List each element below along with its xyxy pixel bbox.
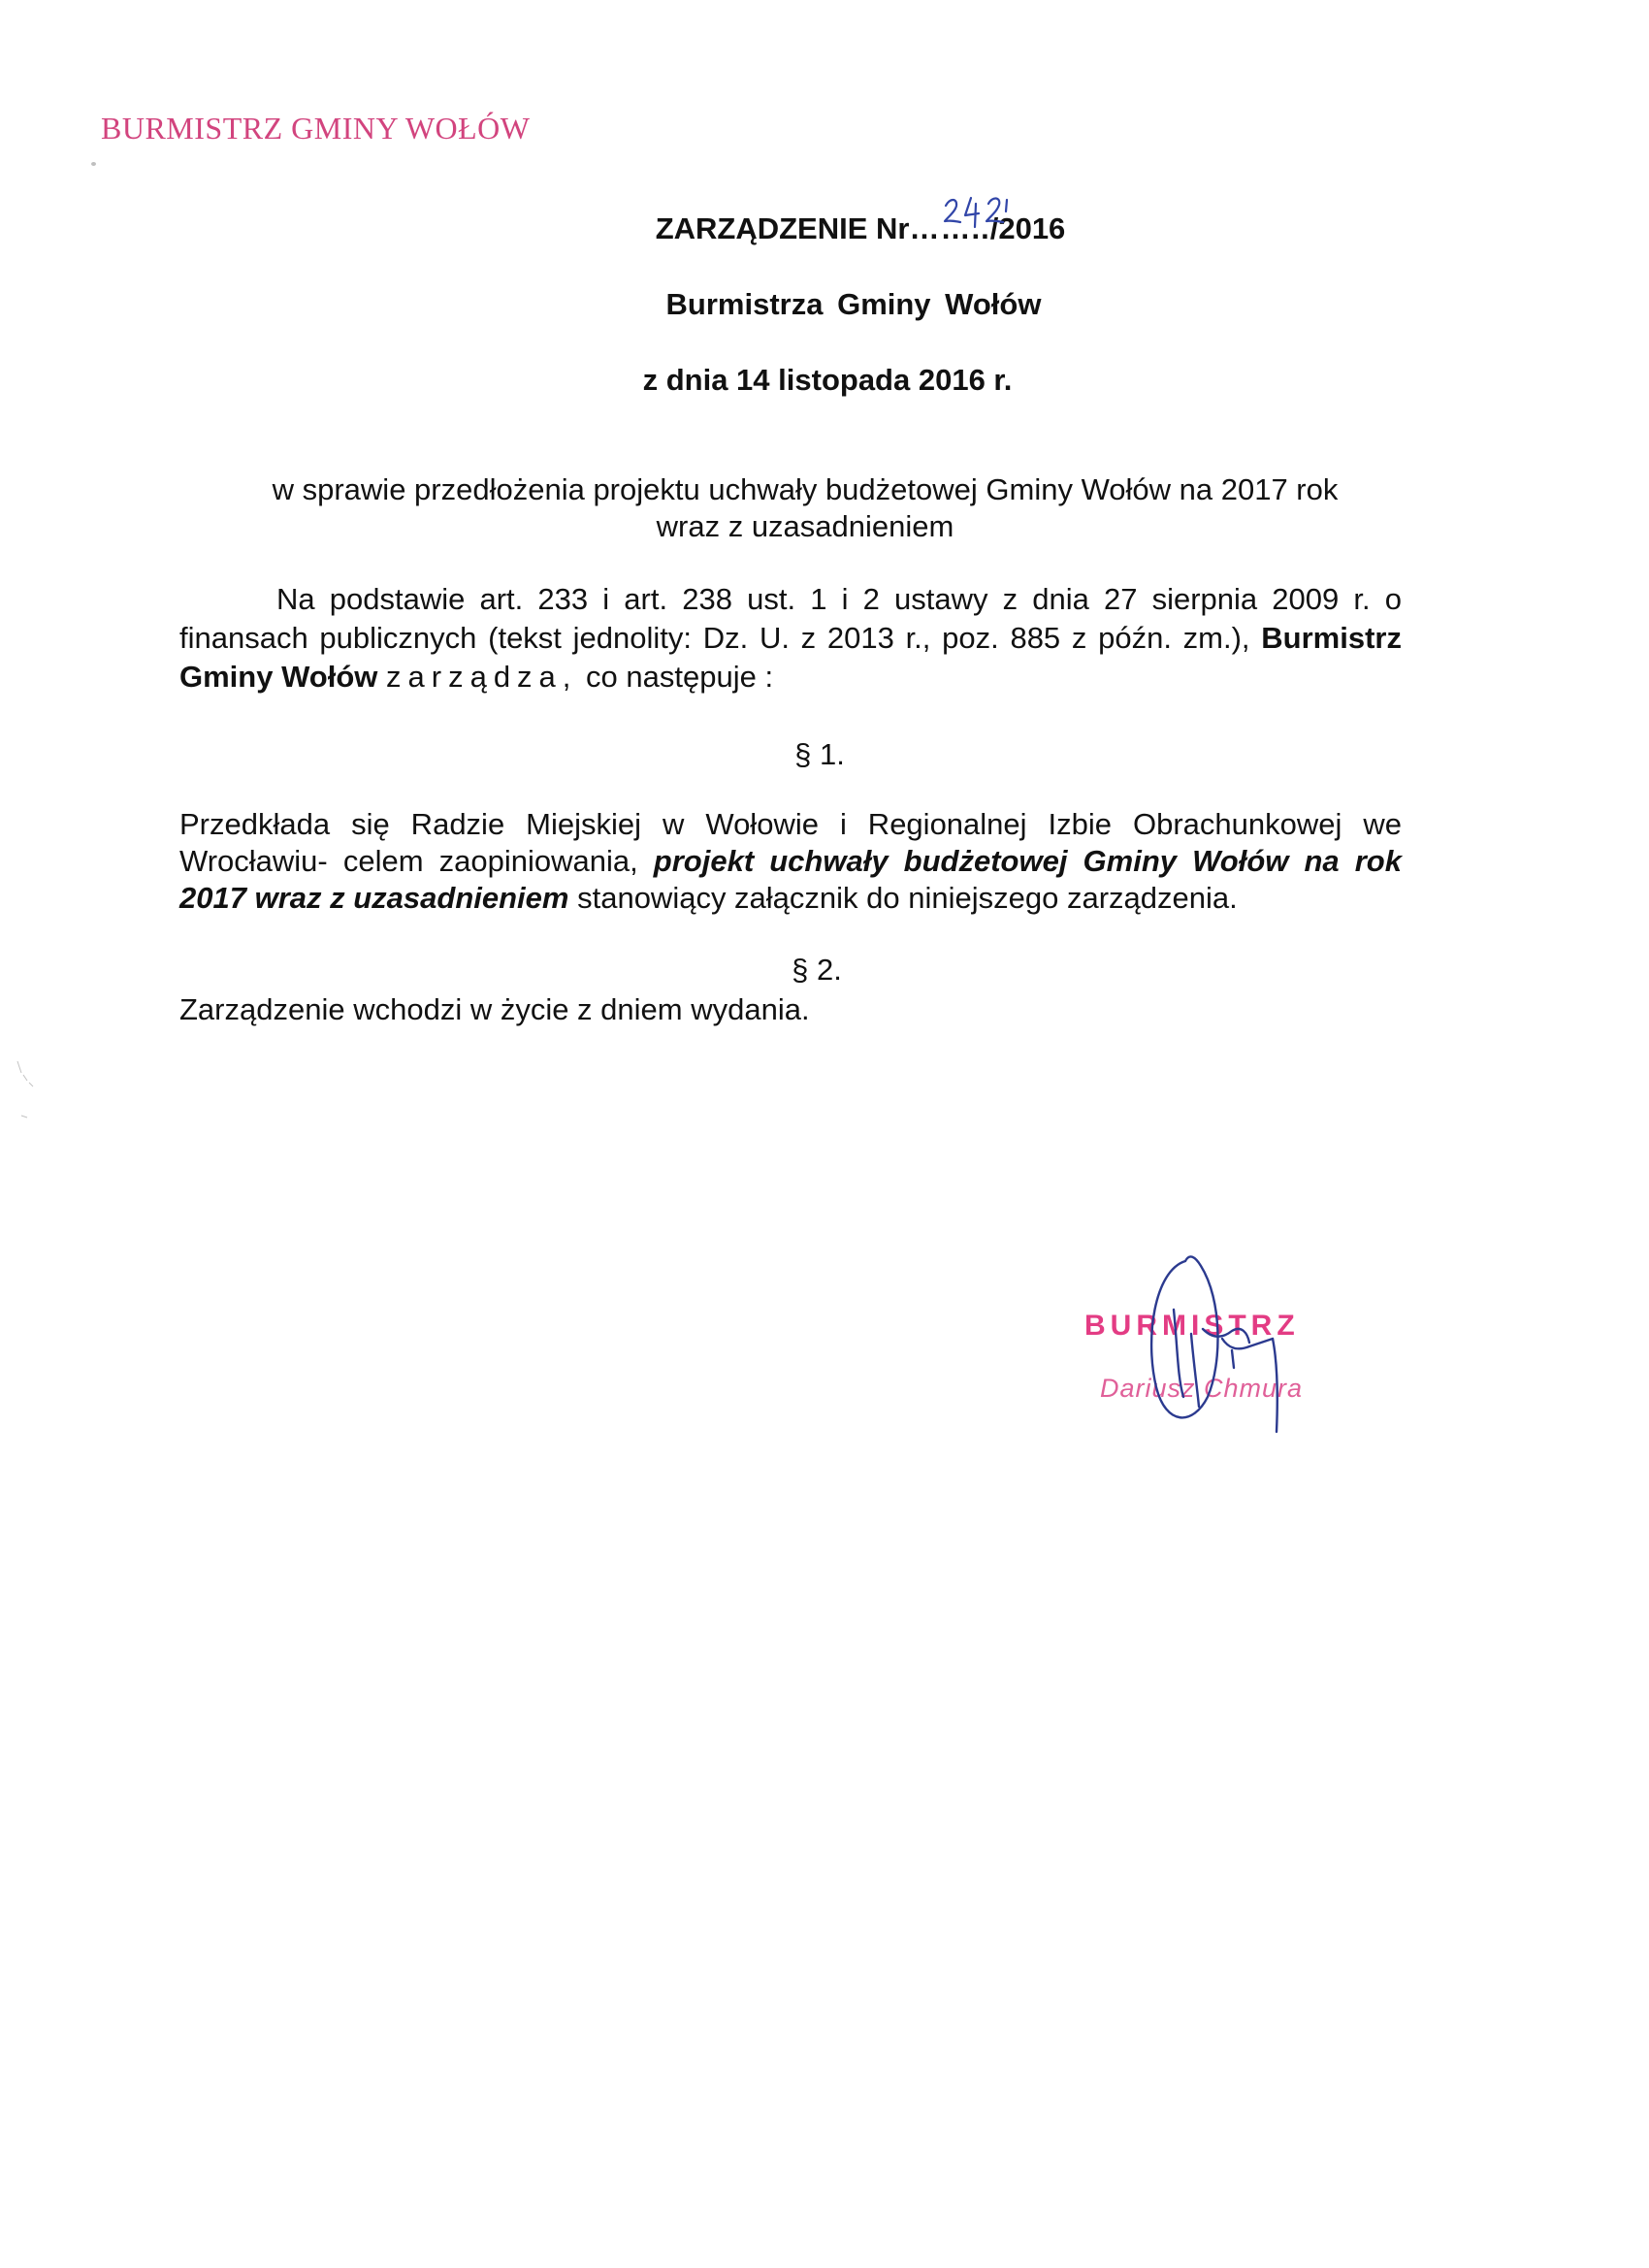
title-number-dots: …….. <box>909 211 990 245</box>
section-1-emphasis: projekt uchwały budżetowej Gminy Wołów na rok 2017 wraz z uzasadnieniem <box>179 844 1402 915</box>
subject-block <box>175 471 1436 545</box>
handwritten-signature <box>1077 1242 1387 1455</box>
title-suffix: /2016 <box>989 211 1066 245</box>
signature-stamp-name: Dariusz Chmura <box>1100 1374 1304 1403</box>
legal-basis-issuer: Burmistrz Gminy Wołów <box>179 621 1402 694</box>
header-stamp: BURMISTRZ GMINY WOŁÓW <box>101 111 531 146</box>
subject-line-2: wraz z uzasadnieniem <box>656 509 954 543</box>
section-2-mark: § 2. <box>792 953 842 987</box>
legal-basis-verb: zarządza, <box>386 660 578 694</box>
signature-stamp <box>1077 1242 1387 1455</box>
legal-basis-text: Na podstawie art. 233 i art. 238 ust. 1 i 2 ustawy z dnia 27 sierpnia 2009 r. o finansach publicznych (tekst jednolity: Dz. U. z 2013 r., poz. 885 z późn. zm.), <box>179 582 1402 655</box>
title-number-line <box>656 211 1066 246</box>
scan-speck <box>91 162 96 166</box>
section-1-mark: § 1. <box>794 737 845 771</box>
subject-line-1: w sprawie przedłożenia projektu uchwały budżetowej Gminy Wołów na 2017 rok <box>272 472 1339 506</box>
legal-basis-tail: co następuje : <box>586 660 774 694</box>
handwritten-number <box>942 192 1016 231</box>
section-1-text-start: Przedkłada się Radzie Miejskiej w Wołowie i Regionalnej Izbie Obrachunkowej we Wrocławiu- celem zaopiniowania, <box>179 807 1402 878</box>
date-line: z dnia 14 listopada 2016 r. <box>642 363 1013 397</box>
legal-basis-paragraph <box>179 580 1402 697</box>
document-title <box>36 211 1649 246</box>
signature-stamp-title: BURMISTRZ <box>1084 1310 1300 1342</box>
section-1-text <box>179 806 1402 917</box>
issuer-title: Burmistrza Gminy Wołów <box>665 287 1042 321</box>
section-1-text-end: stanowiący załącznik do niniejszego zarządzenia. <box>577 881 1238 915</box>
scan-artifact <box>12 1057 50 1135</box>
section-2-text: Zarządzenie wchodzi w życie z dniem wydania. <box>179 992 810 1026</box>
title-prefix: ZARZĄDZENIE Nr <box>655 211 910 245</box>
